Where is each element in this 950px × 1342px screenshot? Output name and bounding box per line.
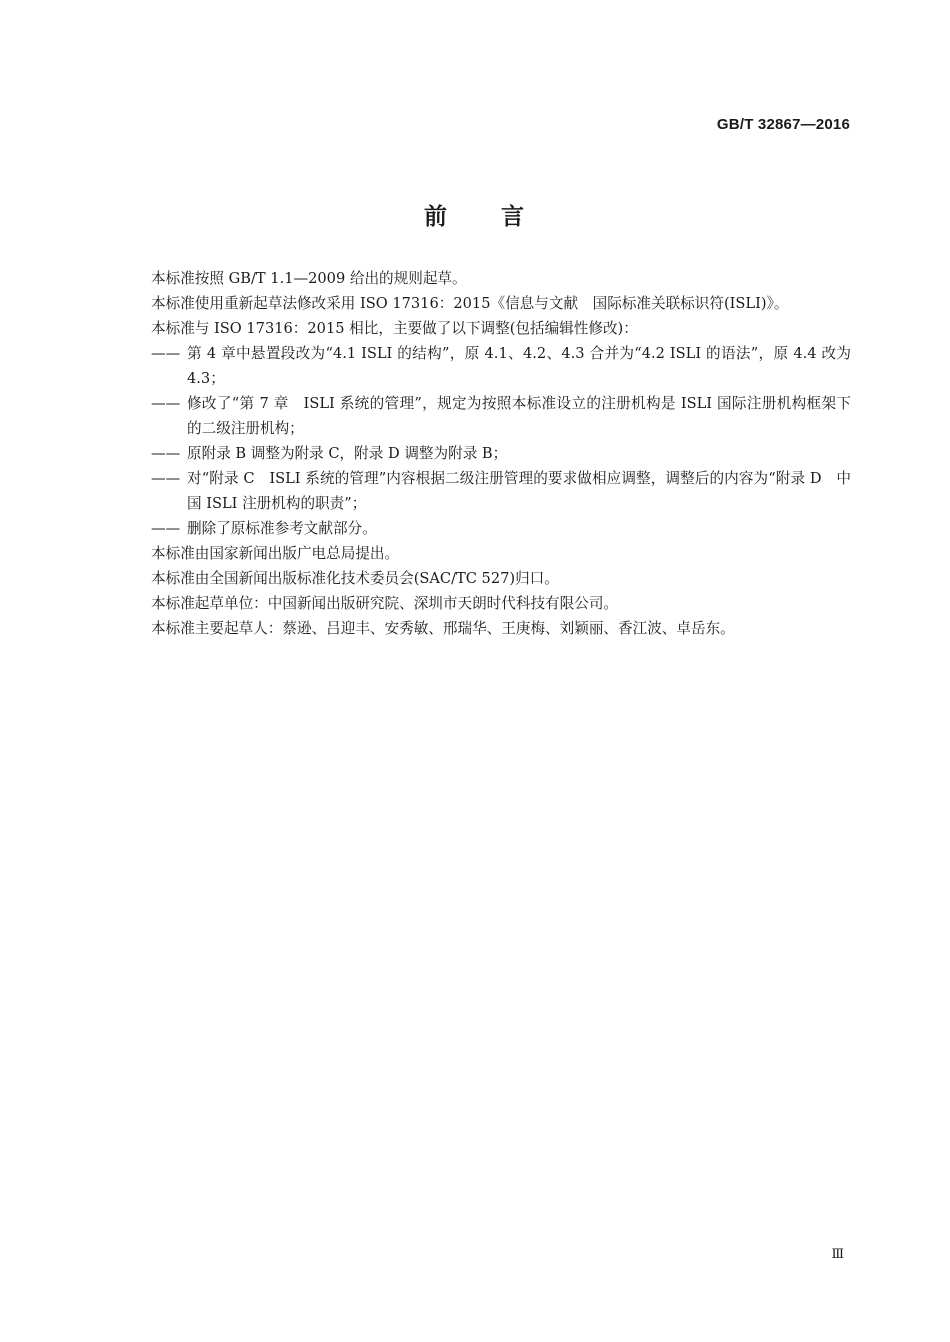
paragraph-drafting-rules: 本标准按照 GB/T 1.1—2009 给出的规则起草。 [151, 270, 467, 287]
list-dash: —— [151, 520, 181, 537]
paragraph-committee: 本标准由全国新闻出版标准化技术委员会(SAC/TC 527)归口。 [151, 570, 559, 587]
title-char-1: 前 [424, 204, 449, 230]
list-dash: —— [151, 345, 181, 362]
foreword-body [151, 266, 851, 641]
list-dash: —— [151, 395, 181, 412]
title-char-2: 言 [501, 204, 526, 230]
paragraph-drafting-units: 本标准起草单位：中国新闻出版研究院、深圳市天朗时代科技有限公司。 [151, 595, 619, 612]
list-item [151, 391, 851, 441]
list-item [151, 516, 851, 541]
list-item-text: 第 4 章中悬置段改为“4.1 ISLI 的结构”，原 4.1、4.2、4.3 合并为“4.2 ISLI 的语法”，原 4.4 改为 4.3； [187, 345, 851, 387]
list-item [151, 466, 851, 516]
paragraph-changes-intro: 本标准与 ISO 17316：2015 相比，主要做了以下调整(包括编辑性修改)： [151, 320, 638, 337]
list-item [151, 341, 851, 391]
list-item-text: 修改了“第 7 章 ISLI 系统的管理”，规定为按照本标准设立的注册机构是 ISLI 国际注册机构框架下的二级注册机构； [187, 395, 851, 437]
list-item-text: 对“附录 C ISLI 系统的管理”内容根据二级注册管理的要求做相应调整，调整后的内容为“附录 D 中国 ISLI 注册机构的职责”； [187, 470, 851, 512]
page-title [0, 198, 950, 231]
paragraph-adoption-method: 本标准使用重新起草法修改采用 ISO 17316：2015《信息与文献 国际标准关联标识符(ISLI)》。 [151, 295, 789, 312]
standard-code: GB/T 32867—2016 [716, 116, 850, 133]
page-number: Ⅲ [831, 1247, 844, 1262]
list-dash: —— [151, 470, 181, 487]
paragraph-drafters: 本标准主要起草人：蔡逊、吕迎丰、安秀敏、邢瑞华、王庚梅、刘颖丽、香江波、卓岳东。 [151, 620, 735, 637]
list-item-text: 原附录 B 调整为附录 C，附录 D 调整为附录 B； [187, 445, 508, 462]
paragraph-proposer: 本标准由国家新闻出版广电总局提出。 [151, 545, 400, 562]
list-dash: —— [151, 445, 181, 462]
list-item-text: 删除了原标准参考文献部分。 [187, 520, 377, 537]
list-item [151, 441, 851, 466]
